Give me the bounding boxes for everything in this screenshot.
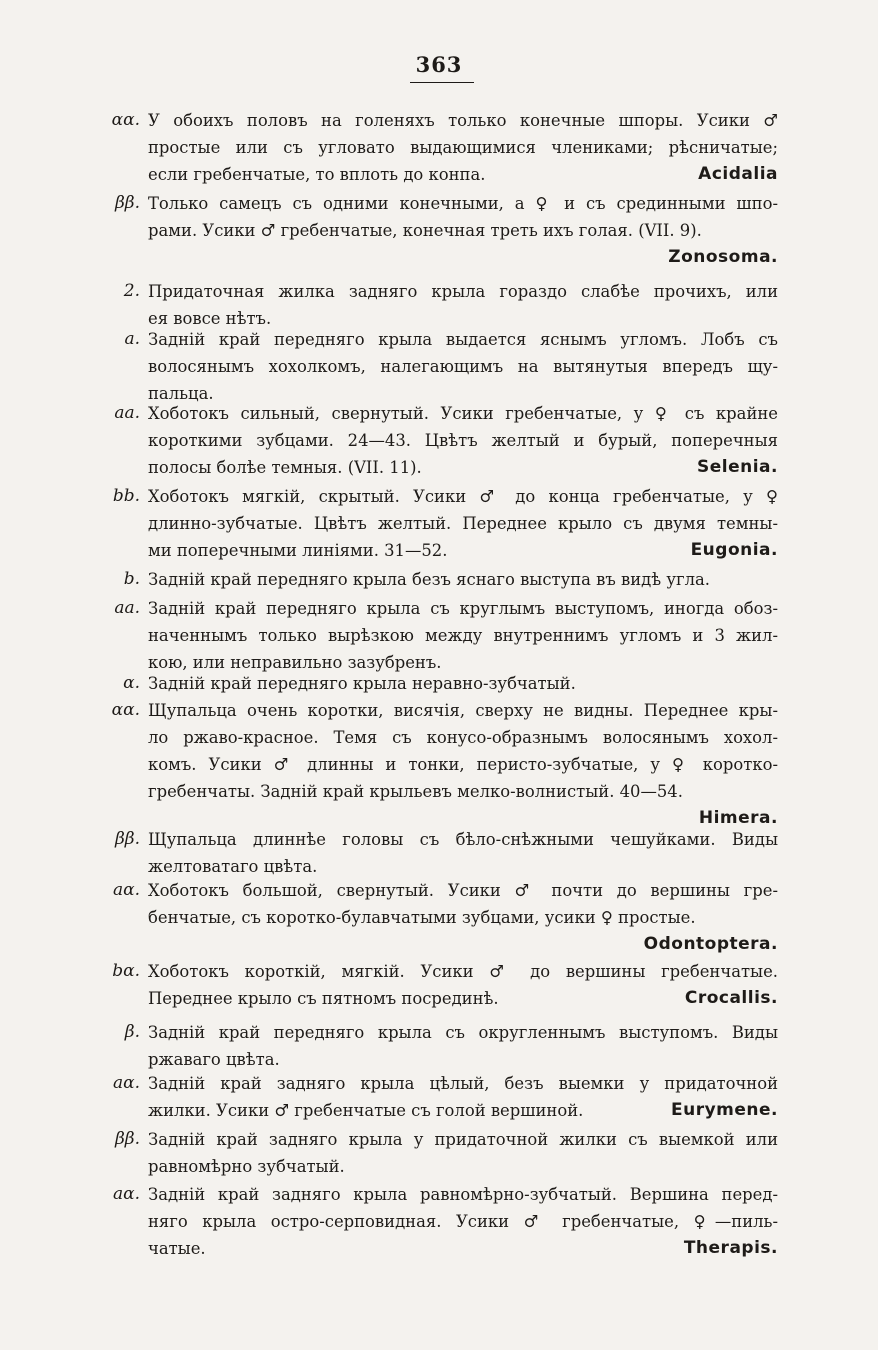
text-line: Хоботокъ большой, свернутый. Усики ♂ почти до вершины гре- bbox=[148, 881, 778, 900]
entry-text bbox=[148, 877, 778, 931]
entry-text bbox=[148, 670, 778, 697]
text-line: Щупальца длиннѣе головы съ бѣло-снѣжными чешуйками. Виды bbox=[148, 830, 778, 849]
text-line: наченнымъ только вырѣзкою между внутреннимъ угломъ и 3 жил- bbox=[148, 626, 778, 645]
genus-name: Odontoptera. bbox=[643, 934, 778, 954]
text-line: длинно-зубчатые. Цвѣтъ желтый. Переднее крыло съ двумя темны- bbox=[148, 514, 778, 533]
genus-name: Acidalia bbox=[698, 164, 778, 184]
entry-mark: α. bbox=[123, 673, 140, 693]
entry-mark: bb. bbox=[112, 486, 140, 506]
entry-text bbox=[148, 595, 778, 676]
entry-text bbox=[148, 278, 778, 332]
genus-name: Selenia. bbox=[697, 457, 778, 477]
entry-text bbox=[148, 566, 778, 593]
text-line: бенчатые, съ коротко-булавчатыми зубцами, усики ♀ простые. bbox=[148, 908, 696, 927]
entry-mark: ββ. bbox=[114, 193, 140, 213]
text-line: волосянымъ хохолкомъ, налегающимъ на вытянутыя впередъ щу- bbox=[148, 357, 778, 376]
text-line: няго крыла остро-серповидная. Усики ♂ гребенчатые, ♀—пиль- bbox=[148, 1212, 778, 1231]
entry-mark: αα. bbox=[111, 700, 140, 720]
text-line: простые или съ угловато выдающимися члениками; рѣсничатые; bbox=[148, 138, 778, 157]
page-number: 363 bbox=[415, 52, 463, 77]
text-line: жилки. Усики ♂ гребенчатые съ голой вершиной. bbox=[148, 1101, 584, 1120]
genus-name: Eurymene. bbox=[670, 1100, 778, 1120]
genus-name: Zonosoma. bbox=[668, 247, 778, 267]
entry-mark: ββ. bbox=[114, 829, 140, 849]
entry-mark: аα. bbox=[112, 880, 140, 900]
text-line: пальца. bbox=[148, 384, 214, 403]
text-line: если гребенчатые, то вплоть до конпа. bbox=[148, 165, 486, 184]
text-line: Щупальца очень коротки, висячiя, сверху не видны. Переднее кры- bbox=[148, 701, 778, 720]
text-line: рами. Усики ♂ гребенчатые, конечная треть ихъ голая. (VII. 9). bbox=[148, 221, 702, 240]
entry-text bbox=[148, 1019, 778, 1073]
entry-text bbox=[148, 483, 778, 564]
text-line: У обоихъ половъ на голеняхъ только конечные шпоры. Усики ♂ bbox=[148, 111, 778, 130]
entry-text bbox=[148, 697, 778, 805]
genus-name: Eugonia. bbox=[690, 540, 778, 560]
text-line: комъ. Усики ♂ длинны и тонки, перисто-зубчатые, у ♀ коротко- bbox=[148, 755, 778, 774]
genus-name: Crocallis. bbox=[684, 988, 778, 1008]
text-line: Заднiй край передняго крыла безъ яснаго выступа въ видѣ угла. bbox=[148, 570, 710, 589]
genus-name: Himera. bbox=[698, 808, 778, 828]
text-line: ржаваго цвѣта. bbox=[148, 1050, 280, 1069]
entry-text bbox=[148, 400, 778, 481]
text-line: Переднее крыло съ пятномъ посрединѣ. bbox=[148, 989, 499, 1008]
text-line: ея вовсе нѣтъ. bbox=[148, 309, 272, 328]
entry-text bbox=[148, 326, 778, 407]
text-line: полосы болѣе темныя. (VII. 11). bbox=[148, 458, 422, 477]
text-line: короткими зубцами. 24—43. Цвѣтъ желтый и бурый, поперечныя bbox=[148, 431, 778, 450]
text-line: Хоботокъ мягкiй, скрытый. Усики ♂ до конца гребенчатые, у ♀ bbox=[148, 487, 778, 506]
text-line: Заднiй край передняго крыла съ круглымъ выступомъ, иногда обоз- bbox=[148, 599, 778, 618]
text-line: Хоботокъ короткiй, мягкiй. Усики ♂ до вершины гребенчатые. bbox=[148, 962, 778, 981]
entry-mark: аα. bbox=[112, 1073, 140, 1093]
entry-text bbox=[148, 958, 778, 1012]
entry-mark: 2. bbox=[123, 281, 140, 301]
genus-name: Therapis. bbox=[683, 1238, 778, 1258]
entry-mark: ββ. bbox=[114, 1129, 140, 1149]
entry-mark: аа. bbox=[114, 598, 140, 618]
entry-mark: а. bbox=[124, 329, 140, 349]
text-line: равномѣрно зубчатый. bbox=[148, 1157, 345, 1176]
entry-mark: аа. bbox=[114, 403, 140, 423]
text-line: кою, или неправильно зазубренъ. bbox=[148, 653, 442, 672]
entry-mark: bα. bbox=[112, 961, 140, 981]
text-line: гребенчаты. Заднiй край крыльевъ мелко-волнистый. 40—54. bbox=[148, 782, 683, 801]
entry-text bbox=[148, 107, 778, 188]
entry-text bbox=[148, 190, 778, 244]
text-line: Хоботокъ сильный, свернутый. Усики гребенчатые, у ♀ съ крайне bbox=[148, 404, 778, 423]
text-line: Заднiй край передняго крыла неравно-зубчатый. bbox=[148, 674, 576, 693]
text-line: Заднiй край задняго крыла у придаточной жилки съ выемкой или bbox=[148, 1130, 778, 1149]
text-line: чатые. bbox=[148, 1239, 206, 1258]
text-line: Заднiй край передняго крыла съ округленнымъ выступомъ. Виды bbox=[148, 1023, 778, 1042]
entry-mark: b. bbox=[123, 569, 140, 589]
text-line: Заднiй край задняго крыла равномѣрно-зубчатый. Вершина перед- bbox=[148, 1185, 778, 1204]
page-number-rule bbox=[410, 82, 474, 83]
text-line: Заднiй край задняго крыла цѣлый, безъ выемки у придаточной bbox=[148, 1074, 778, 1093]
entry-text bbox=[148, 826, 778, 880]
entry-mark: аα. bbox=[112, 1184, 140, 1204]
text-line: желтоватаго цвѣта. bbox=[148, 857, 318, 876]
text-line: Заднiй край передняго крыла выдается яснымъ угломъ. Лобъ съ bbox=[148, 330, 778, 349]
text-line: ми поперечными линiями. 31—52. bbox=[148, 541, 448, 560]
entry-mark: β. bbox=[124, 1022, 140, 1042]
text-line: ло ржаво-красное. Темя съ конусо-образнымъ волосянымъ хохол- bbox=[148, 728, 778, 747]
entry-mark: αα. bbox=[111, 110, 140, 130]
entry-text bbox=[148, 1126, 778, 1180]
text-line: Придаточная жилка задняго крыла гораздо слабѣе прочихъ, или bbox=[148, 282, 778, 301]
text-line: Только самецъ съ одними конечными, а ♀ и съ срединными шпо- bbox=[148, 194, 778, 213]
